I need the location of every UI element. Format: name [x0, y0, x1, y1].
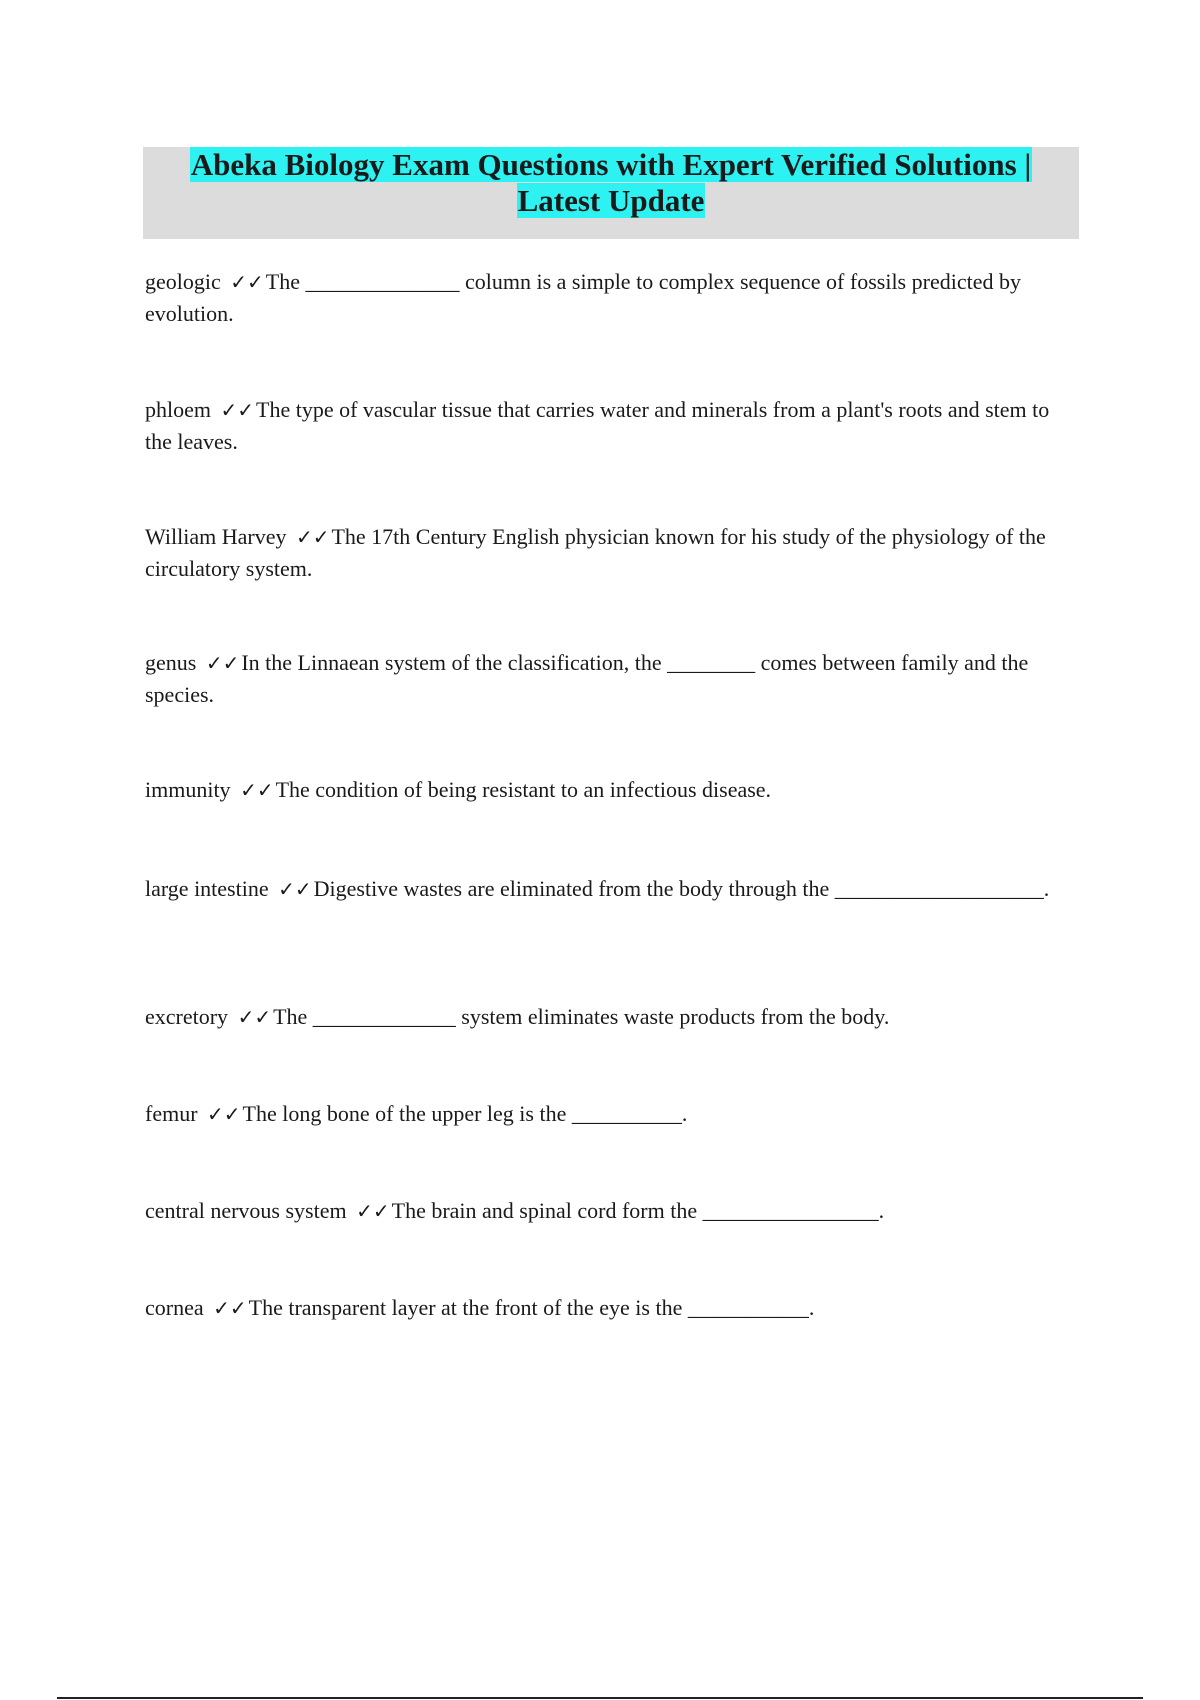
- answer-term: immunity: [145, 777, 231, 802]
- answer-term: geologic: [145, 269, 221, 294]
- check-icon: ✓✓: [295, 525, 330, 549]
- title-line-1: Abeka Biology Exam Questions with Expert Verified Solutions |: [190, 147, 1032, 182]
- check-icon: ✓✓: [240, 778, 274, 802]
- qa-item: [145, 873, 1075, 905]
- check-icon: ✓✓: [213, 1296, 247, 1320]
- answer-term: phloem: [145, 397, 211, 422]
- check-icon: ✓✓: [237, 1005, 272, 1029]
- answer-term: central nervous system: [145, 1198, 347, 1223]
- title-banner: [143, 147, 1079, 239]
- title-line-2: Latest Update: [517, 183, 705, 218]
- qa-item: [145, 1098, 1075, 1130]
- question-text: The long bone of the upper leg is the __________.: [242, 1101, 688, 1126]
- question-text: The _____________ system eliminates waste products from the body.: [273, 1004, 890, 1029]
- check-icon: ✓✓: [207, 1102, 241, 1126]
- qa-item: [145, 1292, 1075, 1324]
- answer-term: genus: [145, 650, 197, 675]
- answer-term: excretory: [145, 1004, 229, 1029]
- qa-item: [145, 1195, 1075, 1227]
- qa-item: [145, 774, 1075, 806]
- qa-item: [145, 266, 1075, 330]
- qa-item: [145, 647, 1075, 711]
- question-text: The transparent layer at the front of the eye is the ___________.: [248, 1295, 815, 1320]
- answer-term: femur: [145, 1101, 198, 1126]
- qa-item: [145, 1001, 1075, 1033]
- question-text: The condition of being resistant to an infectious disease.: [275, 777, 772, 802]
- question-text: Digestive wastes are eliminated from the body through the ___________________.: [313, 876, 1050, 901]
- qa-item: [145, 394, 1075, 458]
- check-icon: ✓✓: [356, 1199, 390, 1223]
- question-text: The type of vascular tissue that carries water and minerals from a plant's roots and stem to the leaves.: [145, 397, 1050, 454]
- answer-term: large intestine: [145, 876, 269, 901]
- check-icon: ✓✓: [278, 877, 312, 901]
- answer-term: William Harvey: [145, 524, 287, 549]
- check-icon: ✓✓: [220, 398, 255, 422]
- question-text: The brain and spinal cord form the ________________.: [391, 1198, 885, 1223]
- question-text: In the Linnaean system of the classification, the ________ comes between family and the species.: [145, 650, 1029, 707]
- qa-item: [145, 521, 1075, 585]
- question-text: The ______________ column is a simple to complex sequence of fossils predicted by evolution.: [145, 269, 1021, 326]
- answer-term: cornea: [145, 1295, 204, 1320]
- footer-divider: [57, 1697, 1143, 1699]
- check-icon: ✓✓: [205, 651, 240, 675]
- question-text: The 17th Century English physician known for his study of the physiology of the circulatory system.: [145, 524, 1046, 581]
- check-icon: ✓✓: [230, 270, 264, 294]
